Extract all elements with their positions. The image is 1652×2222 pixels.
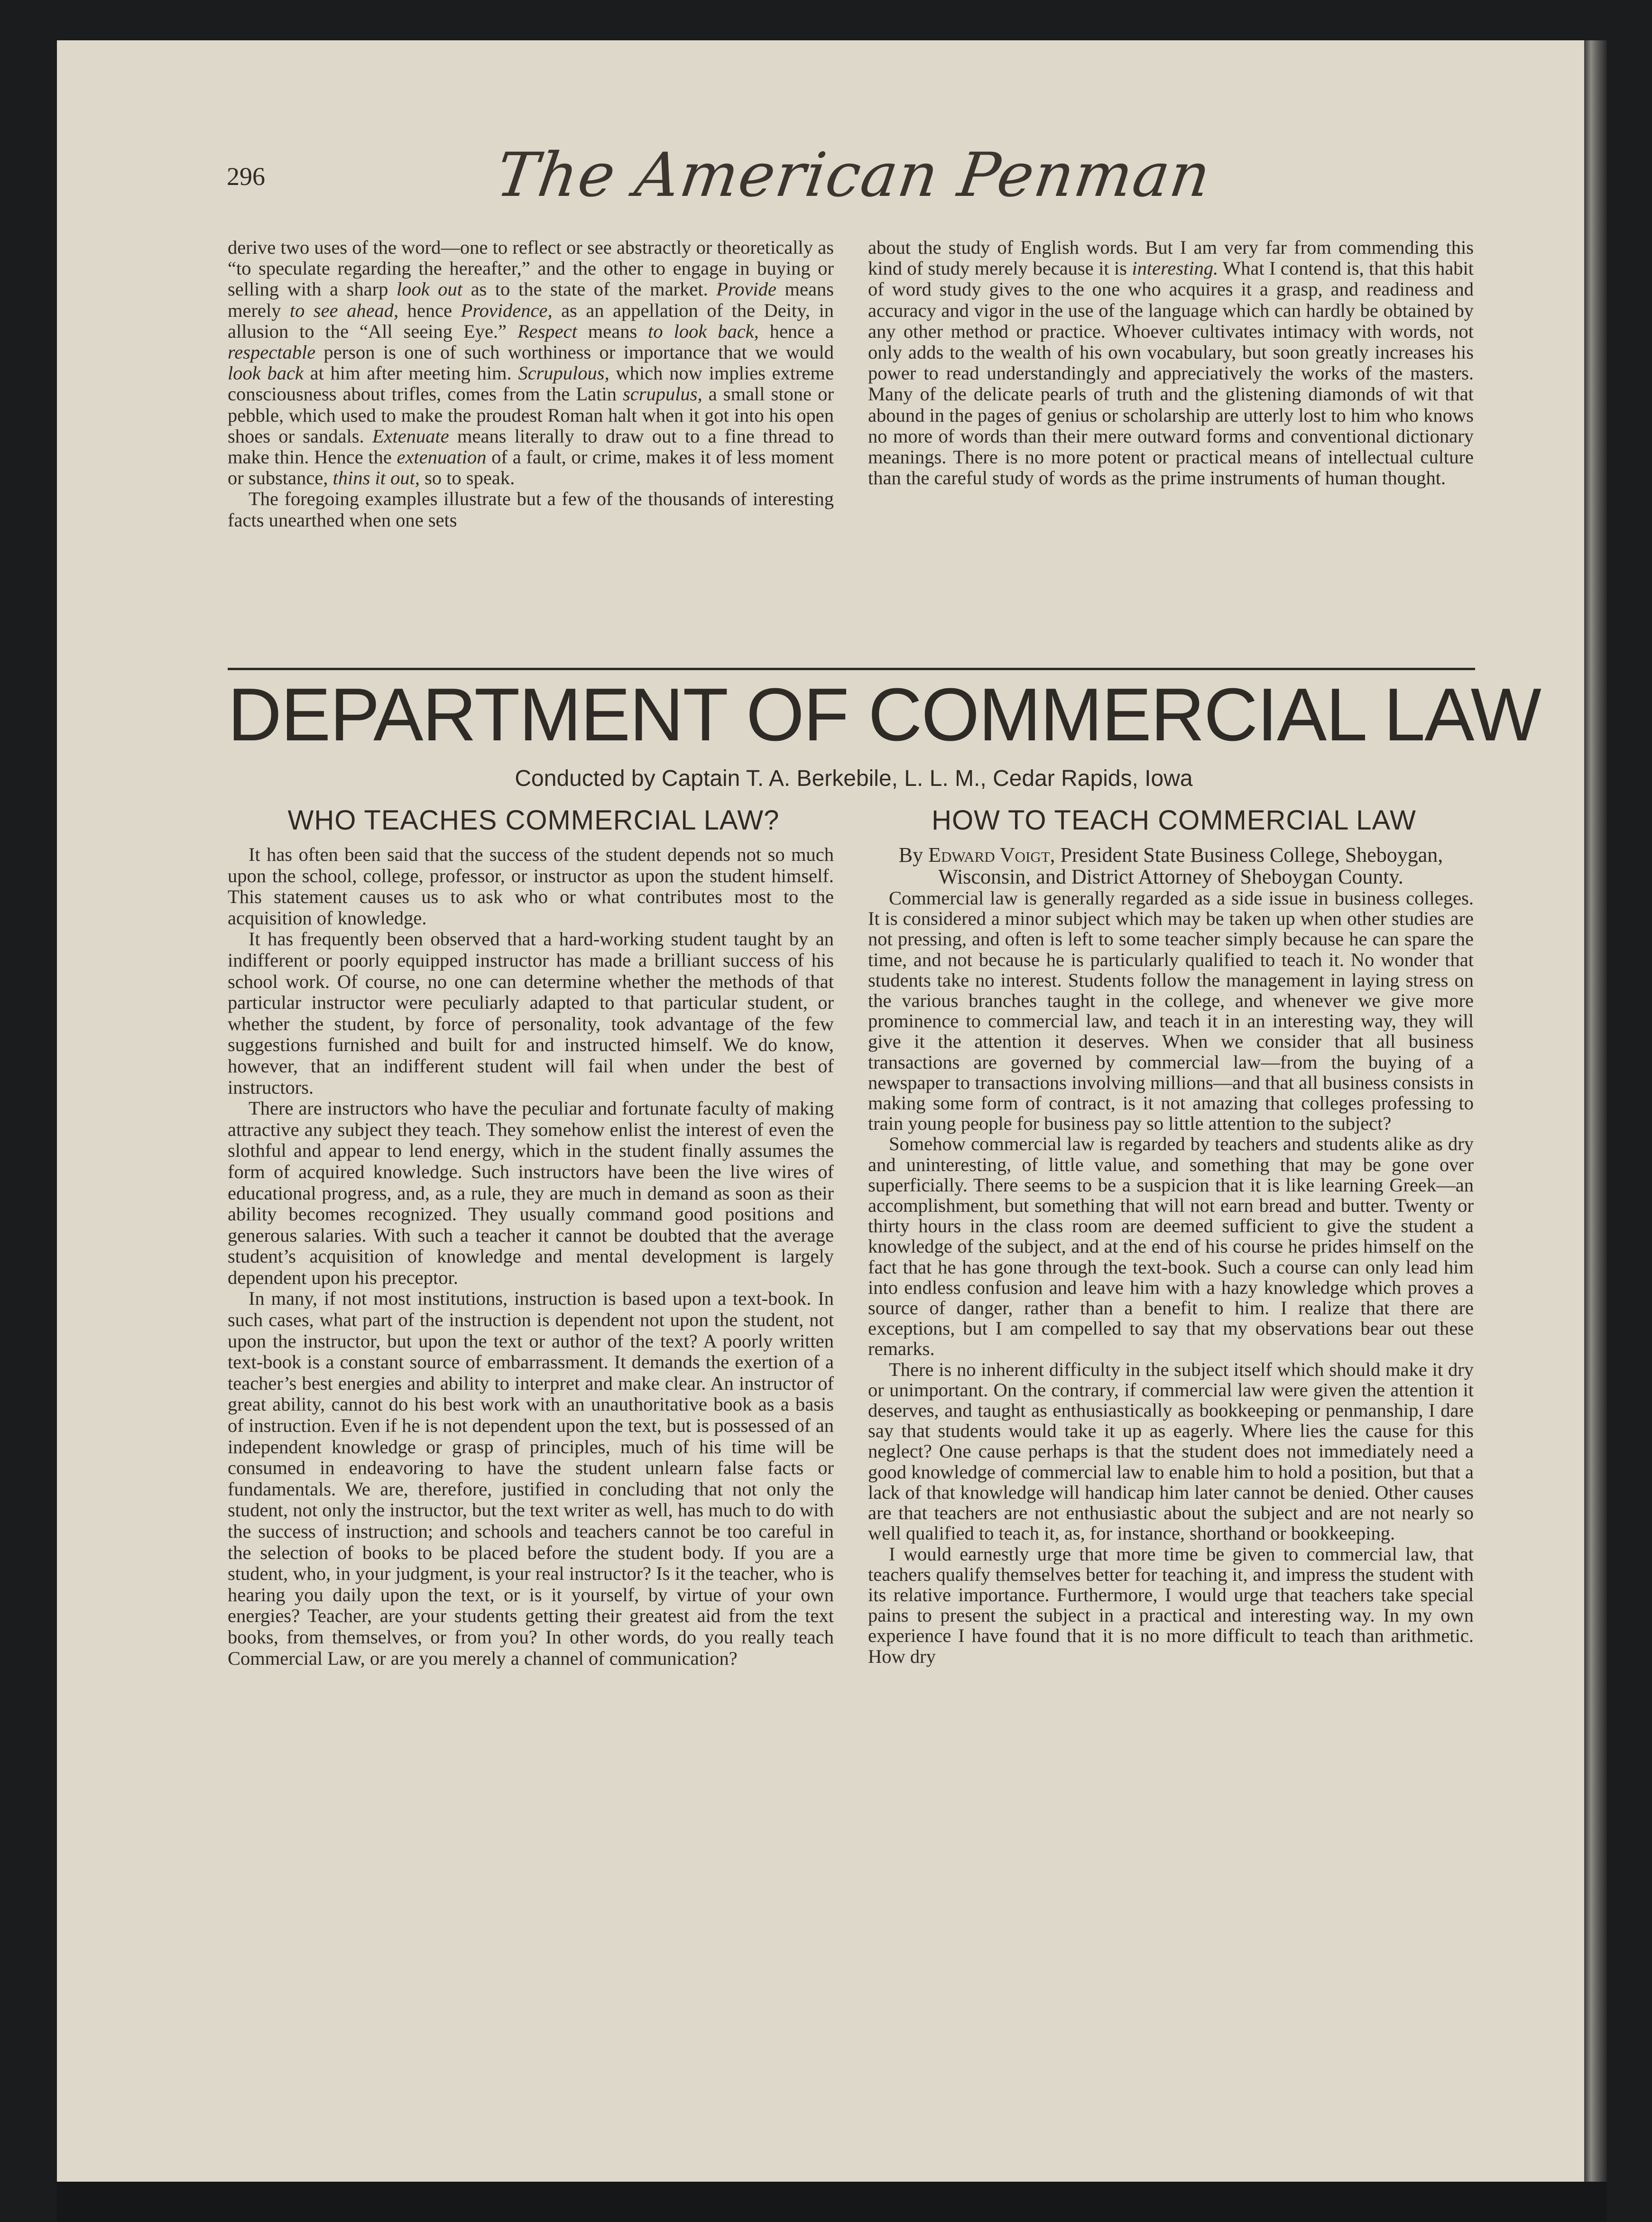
author-by: By [898,843,929,867]
conducted-by-line: Conducted by Captain T. A. Berkebile, L. L. M., Cedar Rapids, Iowa [515,766,1193,791]
text-run: which now implies extreme consciousness about trifles, comes from the Latin [228,362,834,405]
italic-term: extenuation [397,446,487,468]
italic-term: look back [228,362,304,384]
paragraph [228,929,834,1098]
paragraph [868,237,1474,489]
paragraph [228,1288,834,1669]
paragraph [868,888,1474,1134]
top-left-column [228,237,834,636]
text-run: as an appellation of the Deity, in allusion to the “All seeing Eye.” [228,299,834,342]
text-run: a small stone or pebble, which used to make the proudest Roman halt when it got into his open shoes or sandals. [228,383,834,447]
text-run: It has frequently been observed that a hard-working student taught by an indifferent or poorly equipped instructor has made a brilliant success of his school work. Of course, no one can determine whether the methods of that particular instructor were peculiarly adapted to that particular student, or whether the student, by force of personality, took advantage of the few suggestions furnished and built for and instructed himself. We do know, however, that an indifferent student will fail when under the best of instructors. [228,928,834,1098]
left-article-body [228,844,834,1888]
italic-term: Providence, [461,299,553,321]
text-run: means literally to draw out to a fine thread to make thin. Hence the [228,425,834,468]
left-article-heading: WHO TEACHES COMMERCIAL LAW? [287,805,780,836]
text-run: means merely [228,278,834,321]
right-article-paragraphs [868,888,1474,1667]
text-run: as to the state of the market. [462,278,717,300]
text-run: There are instructors who have the peculiar and fortunate faculty of making attractive any subject they teach. They somehow enlist the interest of even the slothful and appear to lend energy, which in the student finally assumes the form of acquired knowledge. Such instructors have been the live wires of educational progress, and, as a rule, they are much in demand as soon as their ability becomes recognized. They usually command good positions and generous salaries. With such a teacher it cannot be doubted that the average student’s acquisition of knowledge and mental development is largely dependent upon his preceptor. [228,1097,834,1288]
page-number: 296 [227,162,265,191]
paragraph [228,1098,834,1288]
scan-background-strip [57,2182,1607,2222]
text-run: There is no inherent difficulty in the subject itself which should make it dry or unimportant. On the contrary, if commercial law were given the attention it deserves, and taught as enthusiastically as bookkeeping or penmanship, I dare say that students would take it up as eagerly. Where lies the cause for this neglect? One cause perhaps is that the student does not immediately need a good knowledge of commercial law to enable him to hold a position, but that a lack of that knowledge will handicap him later cannot be denied. Other causes are that teachers are not enthusiastic about the subject and are not nearly so well qualified to teach it, as, for instance, shorthand or bookkeeping. [868,1358,1474,1544]
text-run: What I contend is, that this habit of word study gives to the one who acquires it a grasp, and readiness and accuracy and vigor in the use of the language which can hardly be obtained by any other method or practice. Whoever cultivates intimacy with words, not only adds to the wealth of his own vocabulary, but soon greatly increases his power to read understandingly and appreciatively the works of the masters. Many of the delicate pearls of truth and the glistening diamonds of wit that abound in the pages of genius or scholarship are utterly lost to him who knows no more of words than their mere outward forms and conventional dictionary meanings. There is no more potent or practical means of intellectual culture than the careful study of words as the prime instruments of human thought. [868,258,1474,489]
italic-term: thins it out, [332,467,420,489]
italic-term: look out [396,278,463,300]
text-run: person is one of such worthiness or importance that we would [315,341,834,363]
italic-term: to look back, [648,320,759,342]
paragraph [228,489,834,530]
text-run: about the study of English words. But I am very far from commending this kind of study merely because it is [868,237,1474,279]
text-run: The foregoing examples illustrate but a few of the thousands of interesting facts unearthed when one sets [228,488,834,531]
paragraph [868,1359,1474,1544]
paragraph [228,237,834,489]
text-run: hence [398,299,461,321]
italic-term: respectable [228,341,316,363]
text-run: derive two uses of the word—one to reflect or see abstractly or theoretically as “to speculate regarding the hereafter,” and the other to engage in buying or selling with a sharp [228,237,834,300]
italic-term: Provide [716,278,776,300]
text-run: hence a [758,320,834,342]
text-run: It has often been said that the success of the student depends not so much upon the school, college, professor, or instructor as upon the student himself. This statement causes us to ask who or what contributes most to the acquisition of knowledge. [228,844,834,929]
text-run: I would earnestly urge that more time be given to commercial law, that teachers qualify themselves better for teaching it, and impress the student with its relative importance. Furthermore, I would urge that teachers take special pains to present the subject in a practical and interesting way. In my own experience I have found that it is no more difficult to teach than arithmetic. How dry [868,1543,1474,1667]
paragraph [868,1544,1474,1667]
text-run: Commercial law is generally regarded as a side issue in business colleges. It is considered a minor subject which may be taken up when other studies are not pressing, and often is left to some teacher simply because he can spare the time, and not because he is particularly qualified to teach it. No wonder that students take no interest. Students follow the management in laying stress on the various branches taught in the college, and whenever we give more prominence to commercial law, and teach it in an interesting way, they will give it the attention it deserves. When we consider that all business transactions are governed by commercial law—from the buying of a newspaper to transactions involving millions—and that all business consists in making some form of contract, is it not amazing that colleges professing to train young people for business pay so little attention to the subject? [868,887,1474,1134]
italic-term: to see ahead, [289,299,399,321]
top-right-column [868,237,1474,636]
paragraph [228,844,834,929]
text-run: of a fault, or crime, makes it of less moment or substance, [228,446,834,489]
masthead-logo: The American Penman [492,140,1216,211]
page-edge-shadow [1584,40,1607,2182]
department-title: DEPARTMENT OF COMMERCIAL LAW [228,673,1541,756]
italic-term: Scrupulous, [518,362,609,384]
author-details: , President State Business College, Sheboygan, Wisconsin, and District Attorney of Sheboygan County. [938,843,1443,888]
right-article-heading: HOW TO TEACH COMMERCIAL LAW [932,805,1416,836]
text-run: so to speak. [419,467,515,489]
author-line [868,844,1474,888]
author-name: Edward Voigt [928,843,1050,867]
italic-term: Respect [517,320,577,342]
italic-term: scrupulus, [622,383,702,405]
text-run: In many, if not most institutions, instruction is based upon a text-book. In such cases, what part of the instruction is dependent not upon the student, not upon the instructor, but upon the text or author of the text? A poorly written text-book is a constant source of embarrassment. It demands the exertion of a teacher’s best energies and ability to interpret and make clear. An instructor of great ability, cannot do his best work with an unauthoritative book as a basis of instruction. Even if he is not dependent upon the text, but is possessed of an independent knowledge or grasp of principles, much of his time will be consumed in endeavoring to have the student unlearn false facts or fundamentals. We are, therefore, justified in concluding that not only the student, not only the instructor, but the text writer as well, has much to do with the success of instruction; and schools and teachers cannot be too careful in the selection of books to be placed before the student body. If you are a student, who, in your judgment, is your real instructor? Is it the teacher, who is hearing you daily upon the text, or is it yourself, by virtue of your own energies? Teacher, are your students getting their greatest aid from the text books, from themselves, or from you? In other words, do you really teach Commercial Law, or are you merely a channel of communication? [228,1288,834,1669]
text-run: means [577,320,648,342]
paragraph [868,1134,1474,1359]
right-article-body [868,844,1474,1888]
italic-term: interesting. [1132,258,1218,279]
text-run: Somehow commercial law is regarded by teachers and students alike as dry and uninteresting, of little value, and something that may be gone over superficially. There seems to be a suspicion that it is like learning Greek—an accomplishment, but something that will not earn bread and butter. Twenty or thirty hours in the class room are deemed sufficient to give the student a knowledge of the subject, and at the end of his course he prides himself on the fact that he has gone through the text-book. Such a course can only lead him into endless confusion and leave him with a hazy knowledge which proves a source of danger, rather than a benefit to him. I realize that there are exceptions, but I am compelled to say that my observations bear out these remarks. [868,1133,1474,1360]
text-run: at him after meeting him. [303,362,518,384]
italic-term: Extenuate [372,425,449,447]
